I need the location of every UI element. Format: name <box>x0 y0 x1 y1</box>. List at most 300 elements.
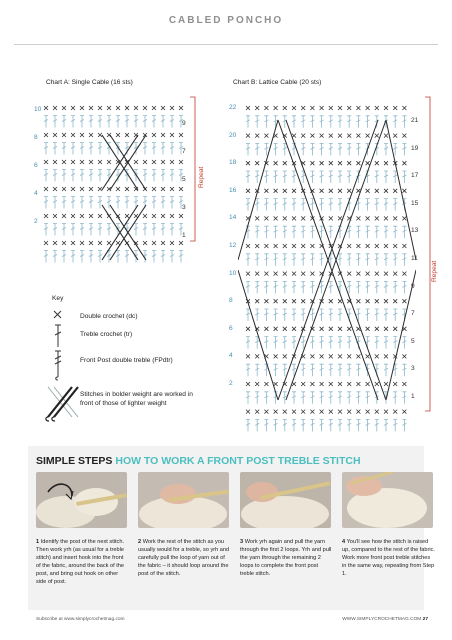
tr-stitch <box>310 309 314 321</box>
row-number: 7 <box>182 148 186 155</box>
tr-stitch <box>71 116 75 128</box>
tr-stitch <box>98 116 102 128</box>
row-number: 4 <box>34 190 38 197</box>
tr-stitch <box>274 337 278 349</box>
tr-stitch <box>393 116 397 128</box>
tr-stitch <box>143 224 147 236</box>
row-number: 20 <box>229 131 237 139</box>
tr-stitch <box>152 143 156 155</box>
tr-stitch <box>255 143 259 155</box>
step-1-photo <box>36 472 127 528</box>
tr-stitch <box>393 143 397 155</box>
tr-stitch <box>274 419 278 431</box>
tr-stitch <box>301 199 305 211</box>
dc-stitch <box>152 106 156 110</box>
tr-stitch <box>393 309 397 321</box>
dc-stitch <box>375 327 379 331</box>
tr-stitch <box>246 309 250 321</box>
dc-stitch <box>143 241 147 245</box>
tr-stitch <box>356 281 360 293</box>
row-number: 13 <box>411 227 419 235</box>
tr-stitch <box>366 392 370 404</box>
tr-stitch <box>402 337 406 349</box>
dc-stitch <box>283 354 287 358</box>
tr-stitch <box>320 199 324 211</box>
tr-stitch <box>274 281 278 293</box>
row-number: 5 <box>182 176 186 183</box>
tr-stitch <box>62 143 66 155</box>
tr-stitch <box>310 392 314 404</box>
tr-stitch <box>255 171 259 183</box>
dc-stitch <box>264 216 268 220</box>
row-number: 10 <box>229 269 237 277</box>
dc-stitch <box>62 160 66 164</box>
dc-stitch <box>356 410 360 414</box>
dc-stitch <box>161 133 165 137</box>
tr-stitch <box>283 143 287 155</box>
dc-stitch <box>347 189 351 193</box>
step-2-description: Work the rest of the stitch as you usually would for a treble, so yrh and carefully pull the loop of yarn out of the fabric – it should loop around the post of the stitch. <box>138 539 230 577</box>
tr-stitch <box>384 419 388 431</box>
footer-right <box>342 617 428 622</box>
tr-stitch <box>402 281 406 293</box>
tr-stitch <box>80 116 84 128</box>
dc-stitch <box>53 187 57 191</box>
dc-stitch <box>80 241 84 245</box>
tr-stitch <box>264 116 268 128</box>
tr-stitch <box>338 254 342 266</box>
tr-stitch <box>356 419 360 431</box>
dc-stitch <box>246 161 250 165</box>
chart-b-diagram <box>238 100 419 434</box>
tr-stitch <box>170 170 174 182</box>
dc-stitch <box>402 106 406 110</box>
dc-stitch <box>329 327 333 331</box>
tr-stitch <box>161 143 165 155</box>
tr-stitch <box>89 143 93 155</box>
dc-stitch <box>71 133 75 137</box>
dc-stitch <box>366 244 370 248</box>
tr-stitch <box>356 226 360 238</box>
dc-stitch <box>356 382 360 386</box>
tr-stitch <box>347 143 351 155</box>
dc-stitch <box>143 160 147 164</box>
dc-stitch <box>161 106 165 110</box>
dc-stitch <box>98 241 102 245</box>
row-number: 17 <box>411 172 419 180</box>
dc-stitch <box>338 382 342 386</box>
dc-stitch <box>384 244 388 248</box>
dc-stitch <box>393 106 397 110</box>
dc-stitch <box>53 214 57 218</box>
row-number: 5 <box>411 337 415 345</box>
key-label-tr: Treble crochet (tr) <box>80 331 133 338</box>
dc-stitch <box>310 382 314 386</box>
dc-stitch <box>255 354 259 358</box>
tr-stitch <box>98 197 102 209</box>
dc-stitch <box>255 410 259 414</box>
tr-stitch <box>53 143 57 155</box>
tr-stitch <box>356 143 360 155</box>
dc-stitch <box>402 382 406 386</box>
tr-stitch <box>393 392 397 404</box>
tr-stitch <box>329 419 333 431</box>
tr-stitch <box>301 226 305 238</box>
dc-stitch <box>393 410 397 414</box>
dc-stitch <box>98 187 102 191</box>
tr-stitch <box>329 392 333 404</box>
dc-stitch <box>301 134 305 138</box>
tr-stitch <box>89 251 93 263</box>
key-label-bold-weight: Stitches in bolder weight are worked in front of those of lighter weight <box>80 391 193 407</box>
tr-stitch <box>402 116 406 128</box>
tr-stitch <box>255 392 259 404</box>
tr-stitch <box>310 254 314 266</box>
dc-stitch <box>152 241 156 245</box>
tr-stitch <box>161 197 165 209</box>
tr-stitch <box>338 143 342 155</box>
treble-crochet-symbol-icon <box>52 323 64 349</box>
dc-stitch <box>393 189 397 193</box>
row-number: 22 <box>229 104 237 111</box>
dc-stitch <box>170 241 174 245</box>
dc-stitch <box>107 106 111 110</box>
tr-stitch <box>255 199 259 211</box>
dc-stitch <box>152 160 156 164</box>
dc-stitch <box>71 160 75 164</box>
dc-stitch <box>292 272 296 276</box>
dc-stitch <box>301 244 305 248</box>
tr-stitch <box>320 254 324 266</box>
dc-stitch <box>264 189 268 193</box>
tr-stitch <box>393 199 397 211</box>
tr-stitch <box>134 224 138 236</box>
dc-stitch <box>393 272 397 276</box>
step-2-text <box>138 538 231 578</box>
tr-stitch <box>246 337 250 349</box>
dc-stitch <box>44 241 48 245</box>
dc-stitch <box>107 160 111 164</box>
step-4-text <box>342 538 435 578</box>
dc-stitch <box>301 382 305 386</box>
tr-stitch <box>310 226 314 238</box>
dc-stitch <box>264 382 268 386</box>
page-number: 27 <box>422 617 428 622</box>
tr-stitch <box>292 199 296 211</box>
dc-stitch <box>264 106 268 110</box>
step-3-photo-image <box>240 472 331 528</box>
dc-stitch <box>366 382 370 386</box>
dc-stitch <box>264 327 268 331</box>
dc-stitch <box>356 216 360 220</box>
dc-stitch <box>402 244 406 248</box>
dc-stitch <box>283 299 287 303</box>
dc-stitch <box>283 327 287 331</box>
tr-stitch <box>347 337 351 349</box>
tr-stitch <box>255 226 259 238</box>
dc-stitch <box>393 134 397 138</box>
tr-stitch <box>98 224 102 236</box>
dc-stitch <box>375 134 379 138</box>
tr-stitch <box>356 171 360 183</box>
tr-stitch <box>338 226 342 238</box>
tr-stitch <box>310 199 314 211</box>
dc-stitch <box>246 272 250 276</box>
dc-stitch <box>338 410 342 414</box>
tr-stitch <box>80 197 84 209</box>
dc-stitch <box>366 272 370 276</box>
step-3-photo <box>240 472 331 528</box>
dc-stitch <box>402 216 406 220</box>
tr-stitch <box>246 254 250 266</box>
tr-stitch <box>44 251 48 263</box>
tr-stitch <box>310 116 314 128</box>
dc-stitch <box>310 134 314 138</box>
dc-stitch <box>274 161 278 165</box>
dc-stitch <box>274 327 278 331</box>
tr-stitch <box>338 116 342 128</box>
dc-stitch <box>283 106 287 110</box>
tr-stitch <box>53 251 57 263</box>
dc-stitch <box>338 216 342 220</box>
dc-stitch <box>320 327 324 331</box>
front-post-double-treble-symbol-icon <box>52 349 66 381</box>
footer-subscribe-text: Subscribe at www.simplycrochetmag.com <box>36 617 125 622</box>
tr-stitch <box>320 419 324 431</box>
dc-stitch <box>356 354 360 358</box>
tr-stitch <box>246 171 250 183</box>
tr-stitch <box>170 143 174 155</box>
dc-stitch <box>264 272 268 276</box>
dc-stitch <box>107 241 111 245</box>
tr-stitch <box>125 197 129 209</box>
dc-stitch <box>347 354 351 358</box>
tr-stitch <box>80 143 84 155</box>
tr-stitch <box>255 419 259 431</box>
dc-stitch <box>80 106 84 110</box>
page-header-title: CABLED PONCHO <box>168 15 284 26</box>
dc-stitch <box>393 216 397 220</box>
dc-stitch <box>116 187 120 191</box>
tr-stitch <box>246 281 250 293</box>
dc-stitch <box>366 216 370 220</box>
row-number: 1 <box>182 232 186 239</box>
tr-stitch <box>53 224 57 236</box>
dc-stitch <box>125 187 129 191</box>
dc-stitch <box>98 214 102 218</box>
tr-stitch <box>255 281 259 293</box>
tr-stitch <box>246 143 250 155</box>
tr-stitch <box>329 143 333 155</box>
dc-stitch <box>375 410 379 414</box>
dc-stitch <box>338 354 342 358</box>
dc-stitch <box>143 214 147 218</box>
row-number: 12 <box>229 242 237 249</box>
tr-stitch <box>310 419 314 431</box>
dc-stitch <box>255 244 259 248</box>
dc-stitch <box>375 244 379 248</box>
dc-stitch <box>125 133 129 137</box>
dc-stitch <box>98 106 102 110</box>
dc-stitch <box>161 241 165 245</box>
tr-stitch <box>292 116 296 128</box>
dc-stitch <box>246 134 250 138</box>
dc-stitch <box>53 241 57 245</box>
tr-stitch <box>161 251 165 263</box>
dc-stitch <box>170 214 174 218</box>
dc-stitch <box>356 272 360 276</box>
tr-stitch <box>274 254 278 266</box>
dc-stitch <box>170 133 174 137</box>
tr-stitch <box>246 392 250 404</box>
tr-stitch <box>366 419 370 431</box>
dc-stitch <box>152 187 156 191</box>
row-number: 11 <box>411 255 418 262</box>
dc-stitch <box>264 299 268 303</box>
tr-stitch <box>393 171 397 183</box>
tr-stitch <box>310 364 314 376</box>
dc-stitch <box>134 106 138 110</box>
tr-stitch <box>170 116 174 128</box>
row-number: 8 <box>229 297 233 305</box>
dc-stitch <box>338 161 342 165</box>
dc-stitch <box>320 106 324 110</box>
dc-stitch <box>384 354 388 358</box>
dc-stitch <box>310 106 314 110</box>
tr-stitch <box>338 392 342 404</box>
header-divider <box>14 44 438 45</box>
dc-stitch <box>384 189 388 193</box>
dc-stitch <box>347 134 351 138</box>
dc-stitch <box>310 161 314 165</box>
tr-stitch <box>320 171 324 183</box>
tr-stitch <box>71 251 75 263</box>
tr-stitch <box>384 254 388 266</box>
tr-stitch <box>62 251 66 263</box>
dc-stitch <box>246 189 250 193</box>
dc-stitch <box>292 189 296 193</box>
dc-stitch <box>375 216 379 220</box>
tr-stitch <box>402 226 406 238</box>
dc-stitch <box>384 272 388 276</box>
dc-stitch <box>384 106 388 110</box>
dc-stitch <box>255 272 259 276</box>
step-4-description: You'll see how the stitch is raised up, compared to the rest of the fabric. Work more front post treble stitches in the same way, repeating from Step 1. <box>342 539 435 577</box>
step-1-photo-image <box>36 472 127 528</box>
dc-stitch <box>274 382 278 386</box>
dc-stitch <box>375 382 379 386</box>
tr-stitch <box>264 309 268 321</box>
tr-stitch <box>310 281 314 293</box>
tr-stitch <box>393 419 397 431</box>
tr-stitch <box>347 419 351 431</box>
dc-stitch <box>246 382 250 386</box>
tr-stitch <box>152 116 156 128</box>
row-number: 2 <box>34 218 38 225</box>
dc-stitch <box>125 106 129 110</box>
row-number: 15 <box>411 199 419 207</box>
dc-stitch <box>320 354 324 358</box>
tr-stitch <box>255 116 259 128</box>
tr-stitch <box>347 116 351 128</box>
tr-stitch <box>356 254 360 266</box>
tr-stitch <box>329 199 333 211</box>
dc-stitch <box>356 244 360 248</box>
tr-stitch <box>264 226 268 238</box>
dc-stitch <box>80 160 84 164</box>
dc-stitch <box>274 189 278 193</box>
tr-stitch <box>246 419 250 431</box>
dc-stitch <box>329 106 333 110</box>
dc-stitch <box>116 133 120 137</box>
step-1-text <box>36 538 129 586</box>
row-number: 3 <box>411 365 415 373</box>
step-3-number: 3 <box>240 539 244 545</box>
tr-stitch <box>170 224 174 236</box>
tr-stitch <box>283 364 287 376</box>
dc-stitch <box>274 106 278 110</box>
tr-stitch <box>329 171 333 183</box>
dc-stitch <box>375 189 379 193</box>
tr-stitch <box>71 224 75 236</box>
tr-stitch <box>292 419 296 431</box>
dc-stitch <box>80 133 84 137</box>
dc-stitch <box>89 106 93 110</box>
tr-stitch <box>89 197 93 209</box>
tr-stitch <box>255 254 259 266</box>
tr-stitch <box>152 251 156 263</box>
dc-stitch <box>116 106 120 110</box>
dc-stitch <box>384 327 388 331</box>
dc-stitch <box>255 382 259 386</box>
dc-stitch <box>338 327 342 331</box>
dc-stitch <box>329 410 333 414</box>
dc-stitch <box>320 410 324 414</box>
dc-stitch <box>152 214 156 218</box>
step-2-photo-image <box>138 472 229 528</box>
dc-stitch <box>356 106 360 110</box>
dc-stitch <box>375 299 379 303</box>
tr-stitch <box>274 226 278 238</box>
tr-stitch <box>366 116 370 128</box>
dc-stitch <box>264 134 268 138</box>
tr-stitch <box>98 143 102 155</box>
tr-stitch <box>375 419 379 431</box>
tr-stitch <box>62 197 66 209</box>
dc-stitch <box>366 189 370 193</box>
tr-stitch <box>152 224 156 236</box>
dc-stitch <box>310 354 314 358</box>
dc-stitch <box>356 161 360 165</box>
tr-stitch <box>62 170 66 182</box>
dc-stitch <box>393 327 397 331</box>
row-number: 14 <box>229 214 237 222</box>
dc-stitch <box>402 354 406 358</box>
tr-stitch <box>264 281 268 293</box>
tr-stitch <box>384 143 388 155</box>
tr-stitch <box>283 199 287 211</box>
dc-stitch <box>179 214 183 218</box>
tr-stitch <box>292 171 296 183</box>
tr-stitch <box>255 309 259 321</box>
tr-stitch <box>80 170 84 182</box>
tr-stitch <box>283 392 287 404</box>
dc-stitch <box>384 161 388 165</box>
chart-b-repeat-label: Repeat <box>431 260 438 282</box>
dc-stitch <box>161 160 165 164</box>
tr-stitch <box>292 309 296 321</box>
tr-stitch <box>98 251 102 263</box>
